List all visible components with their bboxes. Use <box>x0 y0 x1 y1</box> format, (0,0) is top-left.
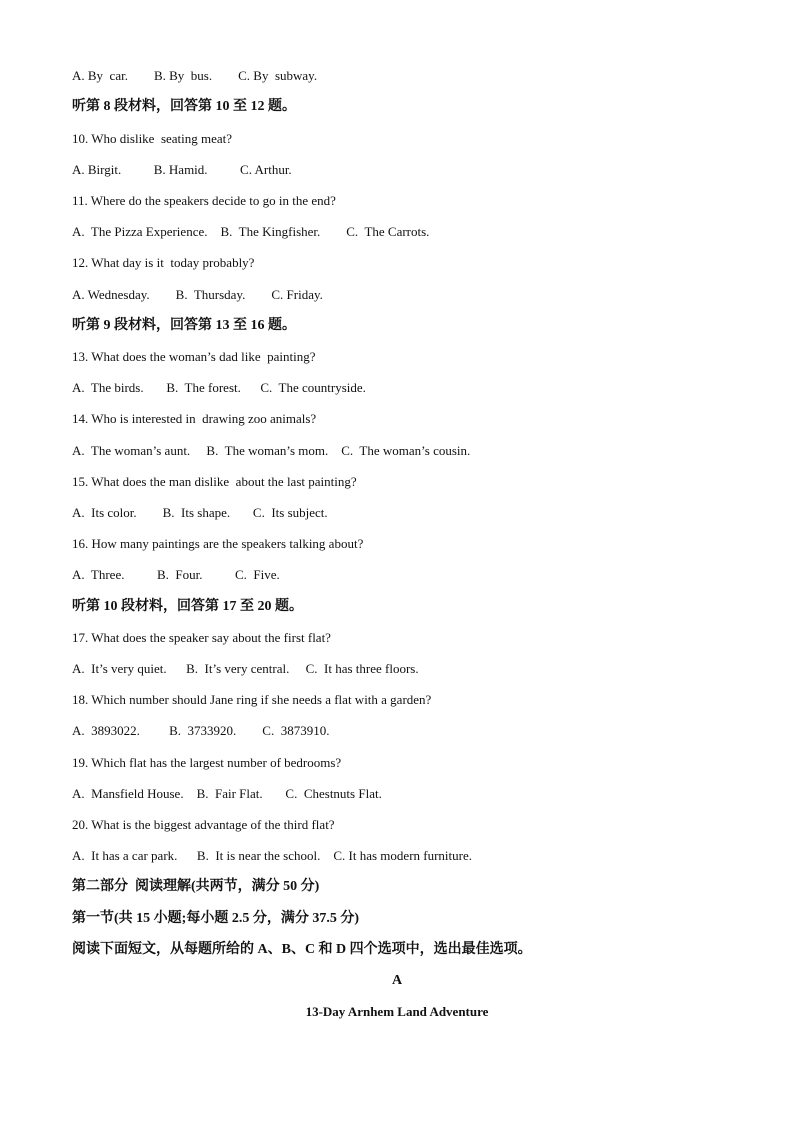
section-heading-material-8: 听第 8 段材料，回答第 10 至 12 题。 <box>72 99 296 114</box>
answer-options-q19: A. Mansfield House. B. Fair Flat. C. Chestnuts Flat. <box>72 786 382 801</box>
question-15: 15. What does the man dislike about the last painting? <box>72 474 357 489</box>
section-heading-material-10: 听第 10 段材料，回答第 17 至 20 题。 <box>72 599 303 614</box>
question-10: 10. Who dislike seating meat? <box>72 131 233 146</box>
question-17: 17. What does the speaker say about the first flat? <box>72 630 331 645</box>
answer-options-q16: A. Three. B. Four. C. Five. <box>72 567 280 582</box>
question-13: 13. What does the woman’s dad like painting? <box>72 349 316 364</box>
passage-letter: A <box>391 973 403 988</box>
answer-options-q9: A. By car. B. By bus. C. By subway. <box>72 68 318 83</box>
answer-options-q15: A. Its color. B. Its shape. C. Its subject. <box>72 505 328 520</box>
passage-title: 13-Day Arnhem Land Adventure <box>305 1004 489 1019</box>
answer-options-q13: A. The birds. B. The forest. C. The countryside. <box>72 380 366 395</box>
answer-options-q11: A. The Pizza Experience. B. The Kingfisher. C. The Carrots. <box>72 224 430 239</box>
answer-options-q17: A. It’s very quiet. B. It’s very central. C. It has three floors. <box>72 661 419 676</box>
section-one-heading: 第一节(共 15 小题;每小题 2.5 分，满分 37.5 分) <box>72 911 359 926</box>
question-14: 14. Who is interested in drawing zoo animals? <box>72 411 317 426</box>
section-heading-material-9: 听第 9 段材料，回答第 13 至 16 题。 <box>72 318 296 333</box>
answer-options-q18: A. 3893022. B. 3733920. C. 3873910. <box>72 723 330 738</box>
answer-options-q12: A. Wednesday. B. Thursday. C. Friday. <box>72 287 323 302</box>
question-11: 11. Where do the speakers decide to go in the end? <box>72 193 336 208</box>
answer-options-q14: A. The woman’s aunt. B. The woman’s mom. C. The woman’s cousin. <box>72 443 471 458</box>
question-20: 20. What is the biggest advantage of the third flat? <box>72 817 335 832</box>
question-18: 18. Which number should Jane ring if she needs a flat with a garden? <box>72 692 432 707</box>
question-19: 19. Which flat has the largest number of bedrooms? <box>72 755 342 770</box>
reading-instructions: 阅读下面短文，从每题所给的 A、B、C 和 D 四个选项中，选出最佳选项。 <box>72 942 532 957</box>
answer-options-q10: A. Birgit. B. Hamid. C. Arthur. <box>72 162 292 177</box>
question-16: 16. How many paintings are the speakers talking about? <box>72 536 364 551</box>
question-12: 12. What day is it today probably? <box>72 255 255 270</box>
part-two-heading: 第二部分 阅读理解(共两节，满分 50 分) <box>72 879 320 894</box>
answer-options-q20: A. It has a car park. B. It is near the school. C. It has modern furniture. <box>72 848 473 863</box>
